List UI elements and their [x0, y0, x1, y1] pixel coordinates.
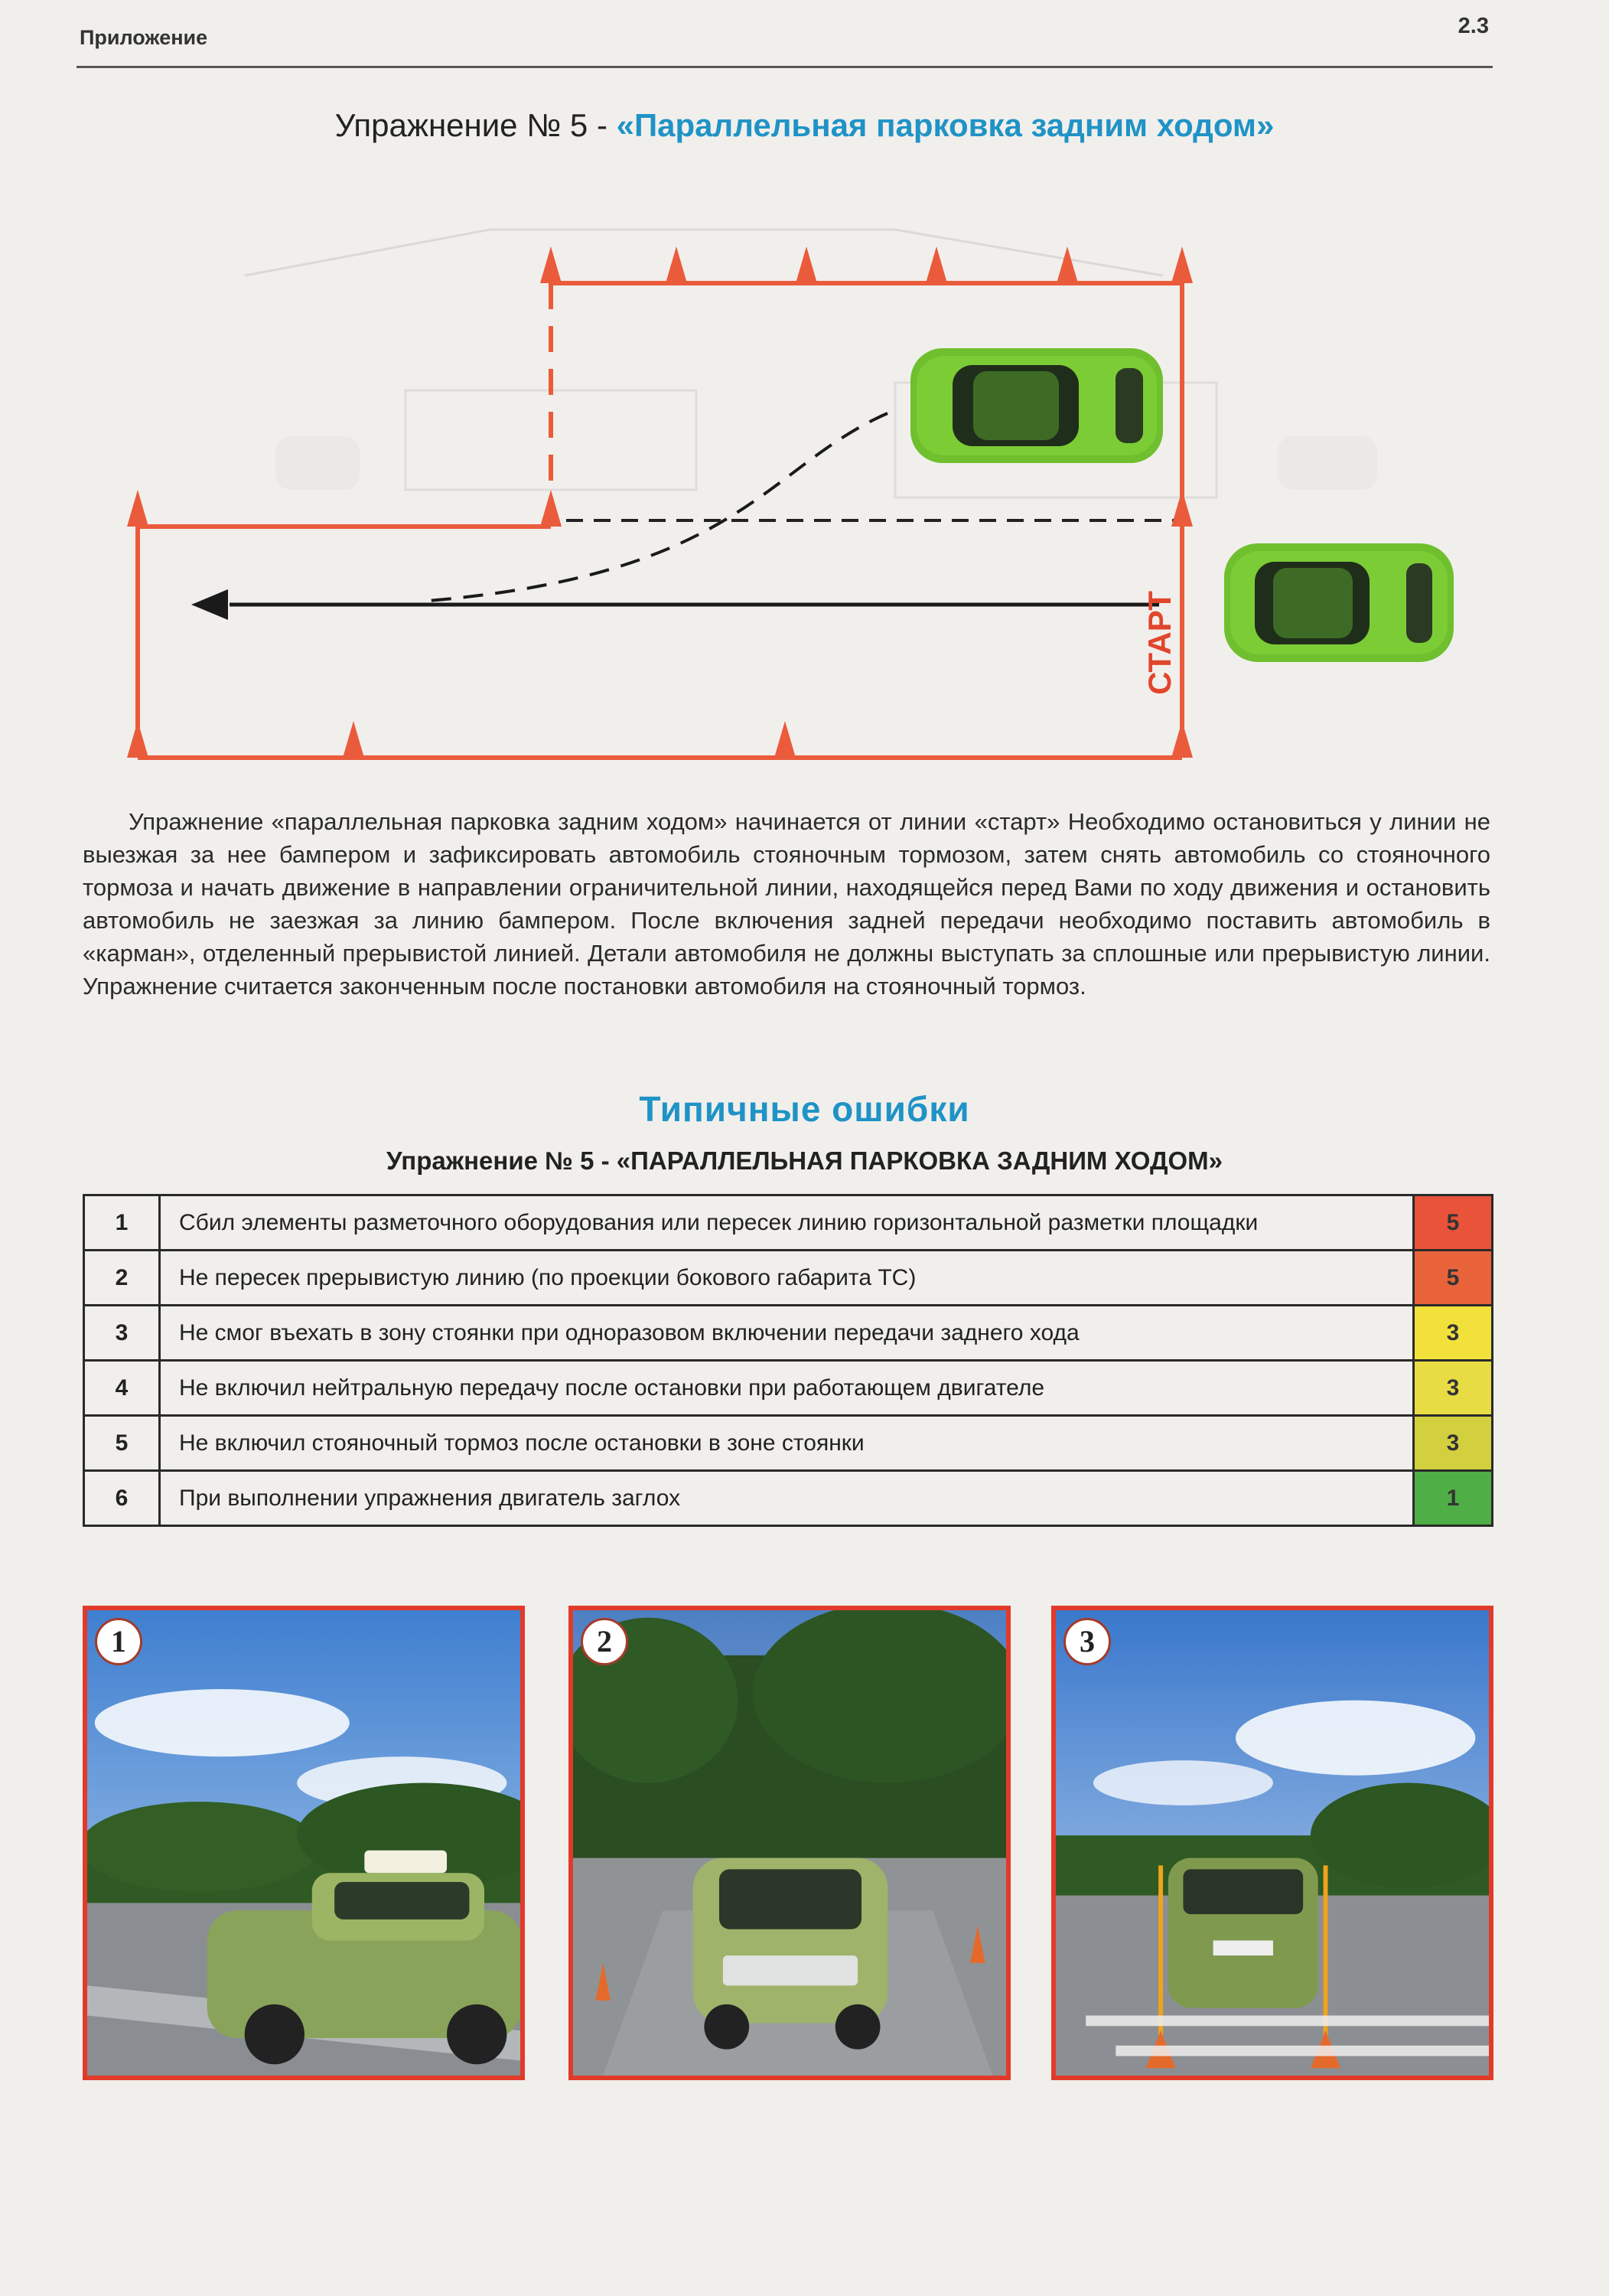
- cone: [343, 721, 364, 758]
- cone: [540, 246, 562, 283]
- error-description: Не включил нейтральную передачу после остановки при работающем двигателе: [160, 1361, 1414, 1416]
- error-description: Не включил стояночный тормоз после остановки в зоне стоянки: [160, 1416, 1414, 1471]
- error-row: [84, 1251, 1493, 1306]
- typical-errors-subheading: Упражнение № 5 - «ПАРАЛЛЕЛЬНАЯ ПАРКОВКА ЗАДНИМ ХОДОМ»: [386, 1146, 1223, 1175]
- error-penalty-score: 5: [1414, 1195, 1493, 1251]
- cone: [1171, 246, 1193, 283]
- photo-3-number: 3: [1063, 1618, 1111, 1665]
- cone: [1171, 490, 1193, 527]
- photo-1-number: 1: [95, 1618, 142, 1665]
- exercise-title: [0, 107, 1609, 144]
- error-description: При выполнении упражнения двигатель заглох: [160, 1471, 1414, 1526]
- error-number: 6: [84, 1471, 160, 1526]
- photo-3: [1051, 1606, 1493, 2080]
- error-number: 3: [84, 1306, 160, 1361]
- exercise-description: [83, 805, 1490, 1003]
- error-description: Не пересек прерывистую линию (по проекции бокового габарита ТС): [160, 1251, 1414, 1306]
- cone: [127, 490, 148, 527]
- error-row: [84, 1361, 1493, 1416]
- cones: [127, 246, 1193, 758]
- photo-2: [568, 1606, 1011, 2080]
- error-row: [84, 1416, 1493, 1471]
- error-number: 2: [84, 1251, 160, 1306]
- page-number: 2.3: [1458, 14, 1489, 38]
- photo-2-number: 2: [581, 1618, 628, 1665]
- exercise-description-text: Упражнение «параллельная парковка задним ходом» начинается от линии «старт» Необходимо остановиться у линии не выезжая за нее бампером и зафиксировать автомобиль стояночным тормозом, затем снять автомобиль со стояночного тормоза и начать движение в направлении ограничительной линии, находящейся перед Вами по ходу движения и остановить автомобиль не заезжая за линию бампером. После включения задней передачи необходимо поставить автомобиль в «карман», отделенный прерывистой линией. Детали автомобиля не должны выступать за сплошные или прерывистую линии. Упражнение считается законченным после постановки автомобиля на стояночный тормоз.: [83, 808, 1490, 1000]
- photo-2-image: [573, 1610, 1006, 2076]
- cone: [127, 721, 148, 758]
- error-penalty-score: 3: [1414, 1361, 1493, 1416]
- cone: [1057, 246, 1078, 283]
- error-penalty-score: 3: [1414, 1306, 1493, 1361]
- cone: [796, 246, 817, 283]
- reverse-path: [428, 413, 888, 601]
- errors-table: [83, 1194, 1493, 1527]
- error-row: [84, 1306, 1493, 1361]
- errors-table-body: [84, 1195, 1493, 1526]
- start-label: СТАРТ: [1142, 591, 1177, 695]
- parking-diagram: [92, 207, 1545, 788]
- cone: [774, 721, 796, 758]
- error-penalty-score: 5: [1414, 1251, 1493, 1306]
- exercise-title-lead: Упражнение № 5 -: [334, 107, 617, 143]
- error-number: 1: [84, 1195, 160, 1251]
- error-row: [84, 1471, 1493, 1526]
- typical-errors-heading: Типичные ошибки: [639, 1089, 970, 1129]
- error-number: 5: [84, 1416, 160, 1471]
- error-penalty-score: 3: [1414, 1416, 1493, 1471]
- error-row: [84, 1195, 1493, 1251]
- error-penalty-score: 1: [1414, 1471, 1493, 1526]
- photo-3-image: [1056, 1610, 1489, 2076]
- header-rule: [77, 66, 1493, 68]
- cone: [1171, 721, 1193, 758]
- error-description: Сбил элементы разметочного оборудования или пересек линию горизонтальной разметки площадки: [160, 1195, 1414, 1251]
- section-header: Приложение: [80, 26, 208, 49]
- cone: [666, 246, 687, 283]
- error-number: 4: [84, 1361, 160, 1416]
- cone: [540, 490, 562, 527]
- green-car-start-icon: [1224, 543, 1454, 662]
- photo-1: [83, 1606, 525, 2080]
- exercise-title-accent: «Параллельная парковка задним ходом»: [616, 107, 1275, 143]
- photo-1-image: [87, 1610, 520, 2076]
- error-description: Не смог въехать в зону стоянки при одноразовом включении передачи заднего хода: [160, 1306, 1414, 1361]
- green-car-parked-icon: [910, 348, 1163, 463]
- cone: [926, 246, 947, 283]
- arrow-head-icon: [191, 589, 228, 620]
